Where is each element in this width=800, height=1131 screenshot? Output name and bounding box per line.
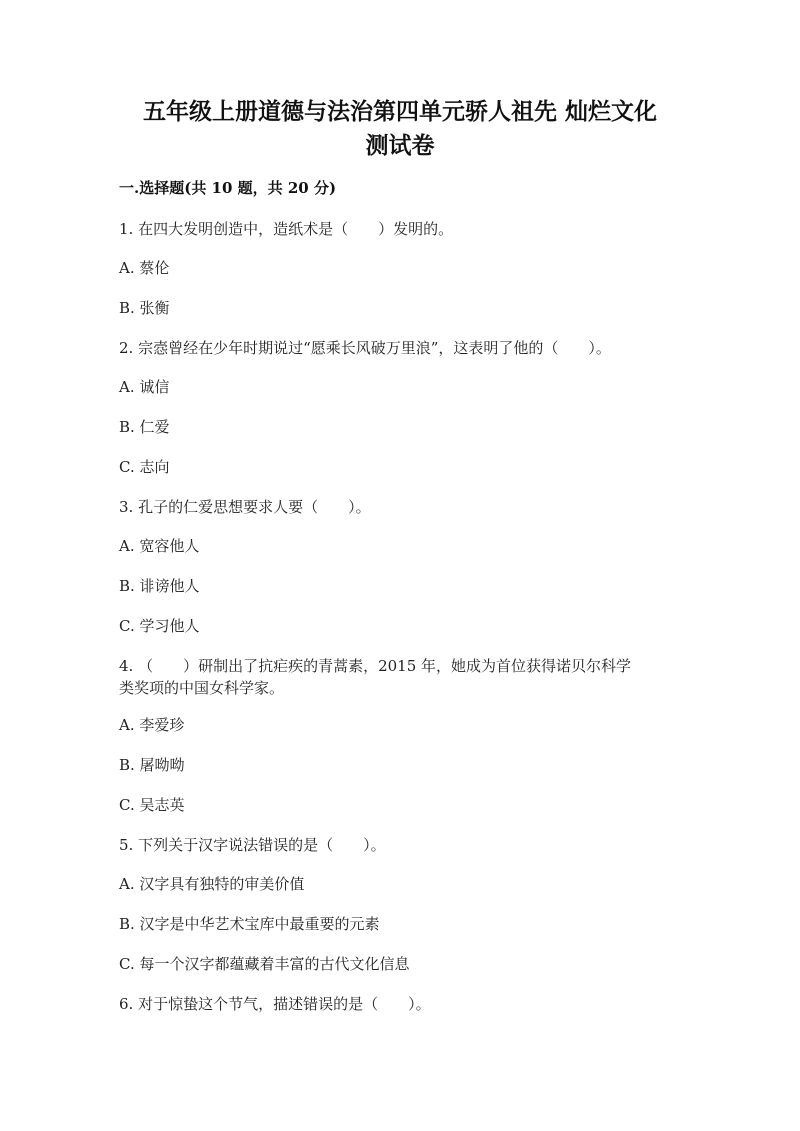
question-1-option-b: B. 张衡 — [119, 299, 170, 317]
question-5-option-a: A. 汉字具有独特的审美价值 — [119, 875, 305, 893]
question-2-option-b: B. 仁爱 — [119, 418, 170, 436]
question-3-option-c: C. 学习他人 — [119, 617, 200, 635]
question-2-option-c: C. 志向 — [119, 458, 170, 476]
section-heading: 一.选择题(共 10 题，共 20 分) — [119, 179, 337, 197]
question-2-option-a: A. 诚信 — [119, 378, 170, 396]
question-5-option-c: C. 每一个汉字都蕴藏着丰富的古代文化信息 — [119, 955, 410, 973]
question-5-option-b: B. 汉字是中华艺术宝库中最重要的元素 — [119, 915, 380, 933]
question-2-stem: 2. 宗悫曾经在少年时期说过“愿乘长风破万里浪”，这表明了他的（ ）。 — [119, 339, 611, 357]
question-1-option-a: A. 蔡伦 — [119, 259, 170, 277]
question-4-stem-continued: 类奖项的中国女科学家。 — [119, 679, 285, 697]
question-4-option-b: B. 屠呦呦 — [119, 756, 185, 774]
question-3-option-b: B. 诽谤他人 — [119, 577, 200, 595]
question-1-stem: 1. 在四大发明创造中，造纸术是（ ）发明的。 — [119, 220, 454, 238]
question-5-stem: 5. 下列关于汉字说法错误的是（ ）。 — [119, 836, 386, 854]
question-6-stem: 6. 对于惊蛰这个节气，描述错误的是（ ）。 — [119, 995, 431, 1013]
question-3-stem: 3. 孔子的仁爱思想要求人要（ ）。 — [119, 498, 371, 516]
question-4-stem: 4. （ ）研制出了抗疟疾的青蒿素，2015 年，她成为首位获得诺贝尔科学 — [119, 657, 632, 675]
question-3-option-a: A. 宽容他人 — [119, 537, 200, 555]
document-title: 五年级上册道德与法治第四单元骄人祖先 灿烂文化 — [142, 98, 657, 125]
question-4-option-a: A. 李爱珍 — [119, 716, 185, 734]
question-4-option-c: C. 吴志英 — [119, 796, 185, 814]
document-title-continued: 测试卷 — [365, 132, 435, 159]
